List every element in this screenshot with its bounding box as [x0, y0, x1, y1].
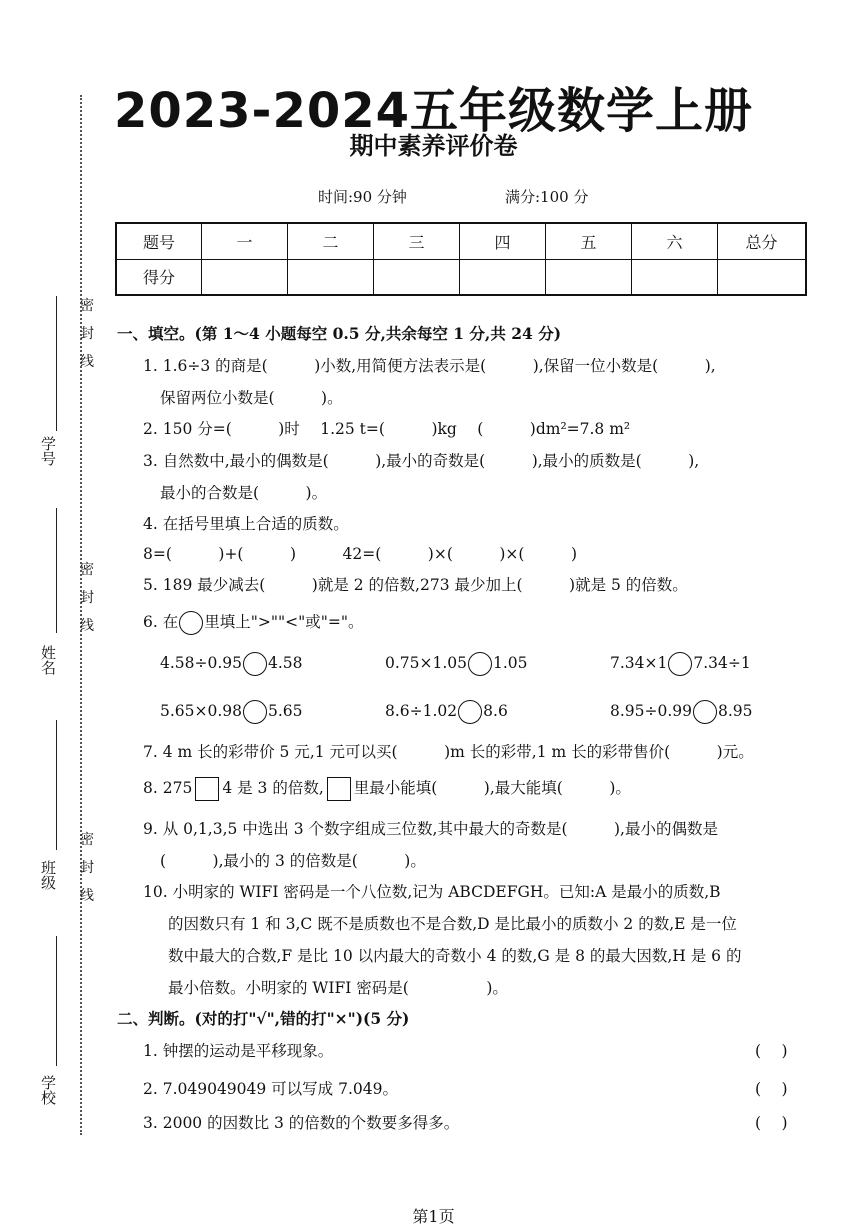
- table-cell: 题号: [116, 223, 202, 259]
- table-cell: 总分: [718, 223, 807, 259]
- score-cell[interactable]: [460, 259, 546, 295]
- judge-answer-bracket[interactable]: ( ): [755, 1114, 788, 1132]
- compare-item: 8.95÷0.99 8.95: [610, 700, 753, 724]
- name-label: 姓名: [39, 645, 57, 675]
- question-10b: 的因数只有 1 和 3,C 既不是质数也不是合数,D 是比最小的质数小 2 的数,E 是一位: [168, 915, 737, 933]
- table-cell: 四: [460, 223, 546, 259]
- school-label: 学校: [39, 1075, 57, 1105]
- compare-item: 0.75×1.05 1.05: [385, 652, 528, 676]
- score-cell[interactable]: [202, 259, 288, 295]
- seal-line-label: 密 封 线: [80, 562, 94, 634]
- table-cell: 二: [288, 223, 374, 259]
- compare-circle-icon[interactable]: [693, 700, 717, 724]
- student-id-field-line[interactable]: [56, 296, 57, 431]
- judge-item-1: 1. 钟摆的运动是平移现象。: [143, 1042, 334, 1060]
- table-cell: 六: [632, 223, 718, 259]
- score-table: [115, 222, 807, 296]
- table-cell: 一: [202, 223, 288, 259]
- question-5: 5. 189 最少减去( )就是 2 的倍数,273 最少加上( )就是 5 的倍数。: [143, 576, 688, 594]
- judge-item-2: 2. 7.049049049 可以写成 7.049。: [143, 1080, 398, 1098]
- question-1a: 1. 1.6÷3 的商是( )小数,用简便方法表示是( ),保留一位小数是( ),: [143, 357, 716, 375]
- question-8: 8. 275 4 是 3 的倍数, 里最小能填( ),最大能填( )。: [143, 776, 631, 801]
- table-cell: 五: [546, 223, 632, 259]
- section2-heading: 二、判断。(对的打"√",错的打"×")(5 分): [117, 1009, 410, 1028]
- compare-item: 4.58÷0.95 4.58: [160, 652, 303, 676]
- question-3a: 3. 自然数中,最小的偶数是( ),最小的奇数是( ),最小的质数是( ),: [143, 452, 700, 470]
- page-number: 第1页: [412, 1207, 455, 1226]
- score-table-header-row: [116, 223, 806, 259]
- digit-box[interactable]: [195, 777, 219, 801]
- compare-circle-icon: [179, 611, 203, 635]
- score-cell[interactable]: [374, 259, 460, 295]
- full-score: 满分:100 分: [505, 188, 589, 206]
- page-title: 2023-2024五年级数学上册: [113, 83, 754, 139]
- name-field-line[interactable]: [56, 508, 57, 633]
- compare-circle-icon[interactable]: [668, 652, 692, 676]
- question-10c: 数中最大的合数,F 是比 10 以内最大的奇数小 4 的数,G 是 8 的最大因数,H 是 6 的: [168, 947, 742, 965]
- student-id-label: 学号: [39, 436, 57, 466]
- exam-time: 时间:90 分钟: [318, 188, 407, 206]
- score-cell[interactable]: [632, 259, 718, 295]
- digit-box: [327, 777, 351, 801]
- question-2: 2. 150 分=( )时 1.25 t=( )kg ( )dm²=7.8 m²: [143, 420, 631, 438]
- judge-answer-bracket[interactable]: ( ): [755, 1080, 788, 1098]
- question-7: 7. 4 m 长的彩带价 5 元,1 元可以买( )m 长的彩带,1 m 长的彩带售价( )元。: [143, 743, 754, 761]
- page-subtitle: 期中素养评价卷: [349, 132, 518, 160]
- question-10d: 最小倍数。小明家的 WIFI 密码是( )。: [168, 979, 508, 997]
- school-field-line[interactable]: [56, 936, 57, 1066]
- question-6: 6. 在 里填上">""<"或"="。: [143, 610, 363, 635]
- class-label: 班级: [39, 860, 57, 890]
- score-cell[interactable]: [288, 259, 374, 295]
- question-4-blanks: 8=( )+( ) 42=( )×( )×( ): [143, 545, 577, 563]
- question-4: 4. 在括号里填上合适的质数。: [143, 515, 349, 533]
- question-1b: 保留两位小数是( )。: [160, 389, 343, 407]
- class-field-line[interactable]: [56, 720, 57, 850]
- question-10a: 10. 小明家的 WIFI 密码是一个八位数,记为 ABCDEFGH。已知:A 是最小的质数,B: [143, 883, 721, 901]
- score-table-score-row: [116, 259, 806, 295]
- compare-item: 8.6÷1.02 8.6: [385, 700, 508, 724]
- question-3b: 最小的合数是( )。: [160, 484, 328, 502]
- compare-circle-icon[interactable]: [243, 700, 267, 724]
- compare-item: 7.34×1 7.34÷1: [610, 652, 751, 676]
- section1-heading: 一、填空。(第 1～4 小题每空 0.5 分,共余每空 1 分,共 24 分): [117, 324, 562, 343]
- compare-item: 5.65×0.98 5.65: [160, 700, 303, 724]
- judge-answer-bracket[interactable]: ( ): [755, 1042, 788, 1060]
- table-cell: 三: [374, 223, 460, 259]
- table-cell: 得分: [116, 259, 202, 295]
- question-9a: 9. 从 0,1,3,5 中选出 3 个数字组成三位数,其中最大的奇数是( ),最小的偶数是: [143, 820, 718, 838]
- score-cell[interactable]: [546, 259, 632, 295]
- seal-line-label: 密 封 线: [80, 832, 94, 904]
- compare-circle-icon[interactable]: [468, 652, 492, 676]
- seal-line-label: 密 封 线: [80, 298, 94, 370]
- compare-circle-icon[interactable]: [243, 652, 267, 676]
- judge-item-3: 3. 2000 的因数比 3 的倍数的个数要多得多。: [143, 1114, 460, 1132]
- score-cell[interactable]: [718, 259, 807, 295]
- question-9b: ( ),最小的 3 的倍数是( )。: [160, 852, 426, 870]
- compare-circle-icon[interactable]: [458, 700, 482, 724]
